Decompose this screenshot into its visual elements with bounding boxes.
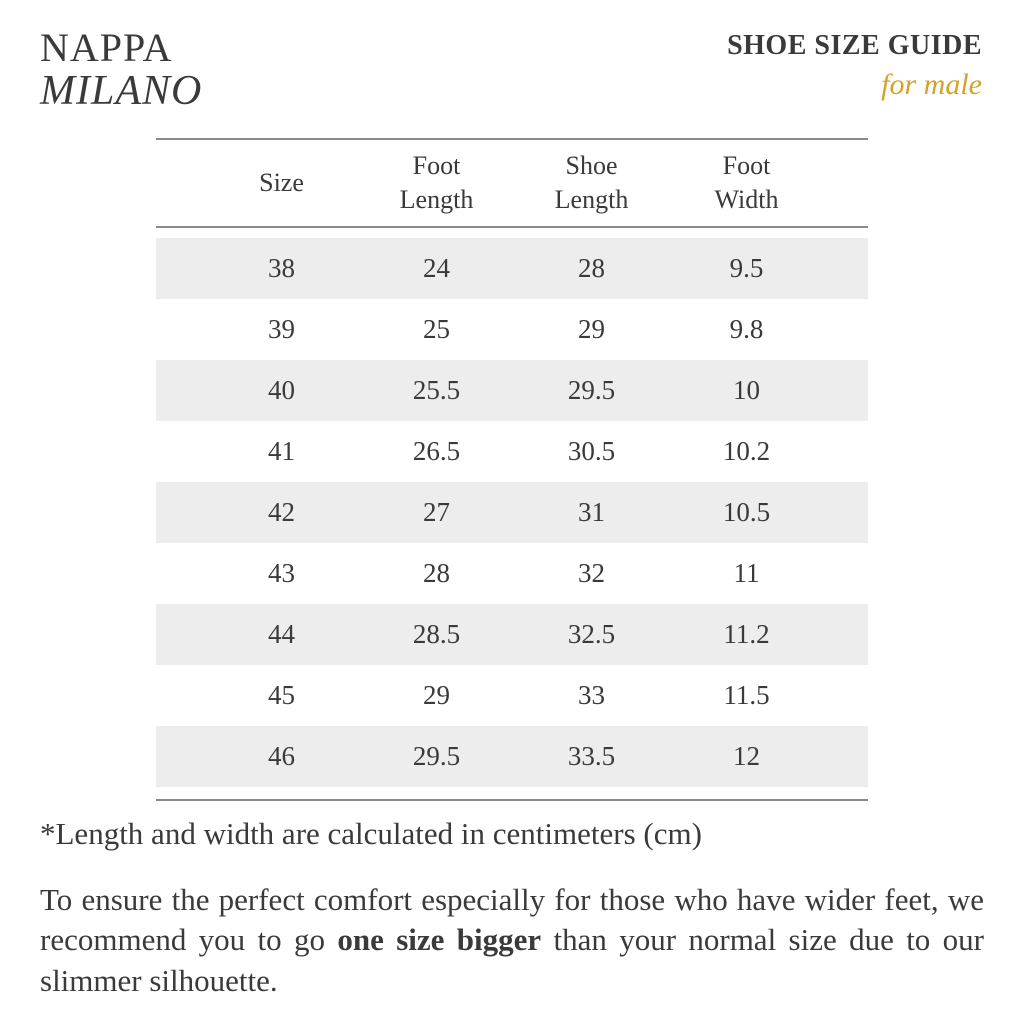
recommendation-text-end: than your normal size due to our slimmer silhouette. (40, 922, 984, 998)
table-header-row (156, 140, 868, 226)
cell-shoe-length: 33 (578, 679, 605, 710)
cell-foot-width: 10.2 (722, 435, 771, 466)
units-note: *Length and width are calculated in centimeters (cm) (40, 816, 702, 851)
brand-name-line2: MILANO (40, 68, 203, 114)
cell-foot-width: 10 (733, 374, 760, 405)
brand-name-line1: NAPPA (40, 25, 173, 70)
cell-size: 39 (268, 313, 295, 344)
cell-size: 45 (268, 679, 295, 710)
cell-foot-width: 11 (733, 557, 760, 588)
cell-shoe-length: 29.5 (567, 374, 616, 405)
size-table (156, 138, 868, 801)
cell-foot-length: 25 (423, 313, 450, 344)
cell-foot-length: 28.5 (412, 618, 461, 649)
cell-foot-width: 9.8 (729, 313, 764, 344)
cell-shoe-length: 30.5 (567, 435, 616, 466)
cell-foot-width: 9.5 (729, 252, 764, 283)
table-row (156, 299, 868, 360)
header-shoe-length (514, 149, 669, 217)
cell-shoe-length: 32.5 (567, 618, 616, 649)
table-row (156, 604, 868, 665)
brand-logo (40, 25, 203, 114)
cell-foot-width: 11.5 (723, 679, 770, 710)
table-bottom-rule (156, 799, 868, 801)
cell-foot-length: 28 (423, 557, 450, 588)
cell-shoe-length: 28 (578, 252, 605, 283)
table-row (156, 482, 868, 543)
header-size-label: Size (259, 168, 304, 198)
cell-size: 38 (268, 252, 295, 283)
cell-size: 46 (268, 740, 295, 771)
recommendation-text-start: To ensure the perfect comfort especially for those who have wider feet, we recommend you to go (40, 882, 984, 958)
header-size (204, 166, 359, 200)
recommendation-emphasis: one size bigger (337, 922, 542, 958)
header-foot-width (669, 149, 824, 217)
cell-foot-width: 12 (733, 740, 760, 771)
cell-shoe-length: 33.5 (567, 740, 616, 771)
header-shoe-length-label: Shoe Length (554, 151, 629, 214)
table-header-rule (156, 226, 868, 228)
cell-shoe-length: 31 (578, 496, 605, 527)
cell-foot-length: 29.5 (412, 740, 461, 771)
cell-foot-length: 25.5 (412, 374, 461, 405)
cell-size: 44 (268, 618, 295, 649)
table-body (156, 238, 868, 787)
guide-title: SHOE SIZE GUIDE (727, 30, 982, 61)
table-row (156, 665, 868, 726)
guide-subtitle: for male (881, 68, 982, 101)
header-foot-length-label: Foot Length (399, 151, 474, 214)
header-foot-width-label: Foot Width (714, 151, 779, 214)
cell-shoe-length: 32 (578, 557, 605, 588)
table-row (156, 726, 868, 787)
sizing-recommendation (40, 880, 984, 1001)
cell-size: 41 (268, 435, 295, 466)
cell-size: 42 (268, 496, 295, 527)
header-foot-length (359, 149, 514, 217)
table-row (156, 238, 868, 299)
cell-shoe-length: 29 (578, 313, 605, 344)
table-row (156, 421, 868, 482)
cell-foot-width: 11.2 (723, 618, 770, 649)
guide-heading (727, 30, 982, 102)
cell-foot-length: 26.5 (412, 435, 461, 466)
cell-size: 40 (268, 374, 295, 405)
table-row (156, 360, 868, 421)
cell-foot-width: 10.5 (722, 496, 771, 527)
cell-size: 43 (268, 557, 295, 588)
cell-foot-length: 29 (423, 679, 450, 710)
cell-foot-length: 24 (423, 252, 450, 283)
cell-foot-length: 27 (423, 496, 450, 527)
table-row (156, 543, 868, 604)
